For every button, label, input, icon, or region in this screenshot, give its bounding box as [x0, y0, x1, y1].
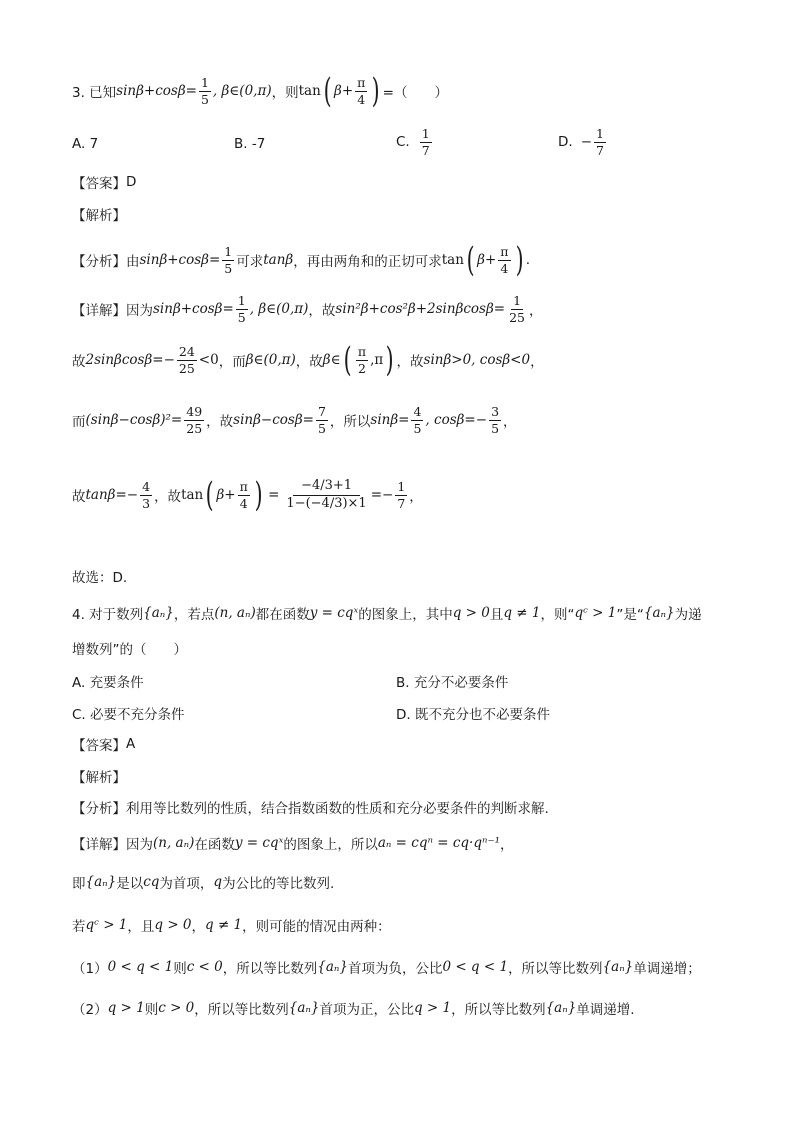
- q4-l1-j: q ≠ 1: [503, 605, 541, 621]
- q3-xj2-j: ,π: [370, 352, 384, 368]
- q3-fenxi-frac: [222, 244, 234, 276]
- q3-xj2-d: ，而: [218, 354, 246, 370]
- q3-conclusion: [72, 566, 127, 586]
- q3-detail-line-3: [72, 404, 517, 436]
- q3-pi-over-4: [355, 75, 367, 107]
- q3-fenxi-1: 由: [126, 254, 140, 270]
- q4-case2-f: {aₙ}: [288, 1000, 320, 1016]
- q4-l1-f: y = cqˣ: [309, 605, 359, 621]
- q4-case2-b: q > 1: [107, 1000, 145, 1016]
- q4-l1-k: ，则“: [540, 607, 575, 623]
- q3-xj4-four: 4: [239, 495, 248, 511]
- q3-xj3-frac4: [489, 404, 501, 436]
- q4-l1-h: q > 0: [452, 605, 490, 621]
- q3-fenxi-pi-over-4: [498, 244, 510, 276]
- q3-four: 4: [357, 91, 366, 107]
- q3-option-c-frac: [420, 126, 432, 158]
- q3-xj2-c: <0: [198, 352, 219, 368]
- q3-xj3-b: (sinβ−cosβ)²=: [85, 412, 183, 429]
- q4-xj1-a: 因为: [126, 837, 153, 853]
- q3-option-d-minus: −: [580, 134, 592, 151]
- q3-xj3-num2: 7: [317, 404, 326, 419]
- q4-case2-h: q > 1: [413, 1000, 452, 1016]
- q4-xj1-end: ，: [500, 837, 514, 853]
- q3-xj4-rparen: ): [254, 475, 263, 515]
- q4-xj2-e: 为首项，: [159, 876, 214, 892]
- q4-case2-g: 首项为正，公比: [319, 1002, 414, 1018]
- q3-xj4-den: 3: [142, 495, 151, 511]
- q3-xj4-num: 4: [142, 478, 151, 494]
- q4-case1-g: 首项为负，公比: [347, 961, 443, 977]
- q3-given-sum: sinβ+cosβ: [116, 83, 186, 99]
- q4-case1-e: ，所以等比数列: [222, 961, 318, 977]
- q4-option-a-text: A. 充要条件: [72, 675, 144, 691]
- q4-case2-j: {aₙ}: [545, 1000, 577, 1016]
- q4-xj1-e: 的图象上，所以: [283, 837, 378, 853]
- q3-xj1-e: sin²β+cos²β+2sinβcosβ=: [335, 301, 506, 318]
- q3-xj4-a: 故: [72, 489, 86, 505]
- q3-xj3-den: 25: [186, 420, 203, 436]
- q3-xj3-d: sinβ−cosβ=: [233, 412, 314, 429]
- q3-xj4-pi: π: [239, 478, 248, 494]
- q4-xj1-c: 在函数: [194, 837, 235, 853]
- q3-option-d-num: 1: [596, 126, 604, 141]
- q3-xj3-c: ，故: [206, 414, 234, 431]
- q3-fenxi-7: .: [525, 252, 531, 268]
- q4-xj2-c: 是以: [116, 876, 144, 892]
- q3-xj2-a: 故: [72, 354, 86, 370]
- q3-xj3-frac1: [184, 404, 204, 436]
- q3-xj4-beta-plus: β+: [216, 487, 236, 503]
- q3-xj4-lparen: (: [205, 475, 214, 515]
- q4-xj2-f: q: [213, 874, 223, 890]
- q3-xj2-b: 2sinβcosβ=−: [85, 352, 175, 368]
- q4-detail-line-2: [72, 872, 334, 892]
- q3-xj3-a: 而: [72, 414, 86, 431]
- q3-stem: [72, 71, 448, 111]
- q3-xj3-end: ，: [503, 414, 517, 431]
- q4-xj3-a: 若: [72, 919, 86, 935]
- q3-xj2-den: 25: [178, 360, 195, 376]
- q3-xj3-den2: 5: [317, 420, 326, 436]
- q4-analysis-tag: 【解析】: [72, 770, 126, 786]
- q3-xj4-frac1: [140, 479, 152, 511]
- q4-xj2-g: 为公比的等比数列.: [222, 876, 335, 892]
- q3-xj4-eq: =: [268, 487, 280, 503]
- q3-xj1-c: , β∈(0,π): [249, 301, 309, 318]
- q3-option-c-den: 7: [421, 142, 430, 158]
- q3-xj3-frac2: [316, 404, 328, 436]
- q3-xj4-end: ，: [409, 489, 423, 505]
- q3-xj2-g: β∈: [322, 352, 341, 368]
- q4-xiangjie-tag: 【详解】: [72, 837, 126, 853]
- q4-case1-j: {aₙ}: [602, 959, 634, 975]
- q4-xj3-e: ，: [191, 919, 206, 935]
- q3-xj4-top: −4/3+1: [293, 478, 360, 495]
- q3-beta-plus: β+: [334, 83, 354, 99]
- q3-xj1-num: 1: [513, 293, 522, 308]
- q4-option-d: [396, 703, 550, 723]
- q4-xj3-g: ，则可能的情况由两种：: [242, 919, 391, 935]
- q3-pi: π: [357, 74, 366, 90]
- q4-l1-o: 为递: [674, 607, 702, 623]
- q3-xj2-num: 24: [178, 343, 195, 359]
- q3-xj2-k: ，故: [396, 354, 424, 370]
- q4-xj3-f: q ≠ 1: [205, 917, 243, 933]
- q3-xj4-complex-frac: [284, 478, 368, 512]
- q4-option-b-text: B. 充分不必要条件: [396, 675, 509, 691]
- q4-case1-d: c < 0: [186, 959, 223, 975]
- q4-fenxi: [72, 797, 549, 817]
- q4-detail-line-1: [72, 833, 514, 853]
- q3-fenxi-frac-den: 5: [224, 260, 233, 276]
- q3-fraction: [199, 75, 211, 107]
- q3-option-a: [72, 136, 98, 152]
- q3-xj2-rparen: ): [385, 340, 394, 380]
- q3-frac-num: 1: [200, 74, 209, 90]
- q4-fenxi-tag: 【分析】: [72, 801, 126, 817]
- q4-option-c: [72, 703, 185, 723]
- q3-detail-line-2: [72, 340, 544, 380]
- q4-case1-a: （1）: [72, 961, 108, 977]
- q3-answer-tag: 【答案】: [72, 176, 126, 192]
- q4-l1-c: ，若点: [173, 607, 215, 623]
- q3-option-c-label: C.: [396, 134, 410, 151]
- q3-tan: tan: [298, 83, 321, 99]
- q4-case1-k: 单调递增；: [633, 961, 701, 977]
- q4-stem-line-2: [72, 638, 187, 658]
- q3-fenxi-beta-plus: β+: [477, 252, 497, 268]
- q4-answer: [72, 734, 135, 754]
- q3-xj2-end: ，: [530, 354, 544, 370]
- q4-l1-d: (n, aₙ): [214, 605, 256, 621]
- q4-xj1-b: (n, aₙ): [153, 835, 195, 851]
- q3-analysis-tag: 【解析】: [72, 208, 126, 224]
- q3-xj4-tan: tan: [181, 487, 204, 503]
- q3-fenxi-pi: π: [500, 243, 509, 259]
- q3-domain: , β∈(0,π): [212, 83, 272, 99]
- q3-xj1-a: 因为: [126, 303, 153, 320]
- q4-l1-l: qᶜ > 1: [574, 605, 617, 621]
- q3-xj4-d: =−: [370, 487, 394, 503]
- q3-xj3-num: 49: [186, 404, 203, 419]
- q3-detail-line-1: [72, 293, 543, 325]
- q4-case1-f: {aₙ}: [317, 959, 348, 975]
- q3-xj4-pi-over-4: [238, 479, 250, 511]
- q4-xj1-f: aₙ = cqⁿ = cq·qⁿ⁻¹: [377, 835, 500, 851]
- q3-fenxi-4: tanβ: [263, 252, 294, 268]
- q3-fenxi: [72, 240, 531, 280]
- q3-then: ，则: [271, 85, 299, 101]
- q4-case2-i: ，所以等比数列: [451, 1002, 546, 1018]
- q4-case1-c: 则: [173, 961, 187, 977]
- q4-l2: 增数列”的（ ）: [72, 642, 187, 658]
- q3-xj2-i: 2: [358, 360, 366, 376]
- q3-xj2-pi-over-2: [356, 344, 368, 376]
- q3-answer: [72, 172, 136, 192]
- q4-option-a: [72, 671, 144, 691]
- q3-blank: =（ ）: [382, 85, 448, 101]
- q3-xj2-lparen: (: [343, 340, 352, 380]
- q3-xj1-den: 25: [509, 309, 526, 325]
- q4-l1-i: 且: [489, 607, 504, 623]
- q4-xj1-d: y = cqˣ: [234, 835, 284, 851]
- q4-case2-k: 单调递增.: [576, 1002, 635, 1018]
- q3-xj1-end: ，: [529, 303, 543, 320]
- q3-xj1-frac2: [507, 293, 527, 325]
- q3-eq: =: [185, 83, 197, 99]
- q3-conclusion-text: 故选：D.: [72, 570, 128, 586]
- q4-case-2: [72, 998, 635, 1018]
- q4-l1-e: 都在函数: [255, 607, 310, 623]
- q4-xj2-a: 即: [72, 876, 86, 892]
- q3-number: 3. 已知: [72, 85, 117, 101]
- q3-xj2-f: ，故: [295, 354, 323, 370]
- q3-xj3-f: sinβ=: [370, 412, 410, 429]
- q3-xj3-frac3: [411, 404, 423, 436]
- q4-case2-c: 则: [144, 1002, 159, 1018]
- q4-option-c-text: C. 必要不充分条件: [72, 707, 185, 723]
- q4-xj2-b: {aₙ}: [85, 874, 117, 890]
- q4-l1-b: {aₙ}: [143, 605, 174, 621]
- q3-analysis-heading: [72, 204, 126, 224]
- q4-xj2-d: cq: [143, 874, 160, 890]
- q4-analysis-heading: [72, 766, 126, 786]
- q3-option-c: [396, 126, 434, 158]
- q3-xj4-c: ，故: [154, 489, 182, 505]
- q3-xiangjie-tag: 【详解】: [72, 303, 126, 320]
- q3-fenxi-tag: 【分析】: [72, 254, 126, 270]
- q3-option-d: [558, 126, 608, 158]
- q4-fenxi-text: 利用等比数列的性质，结合指数函数的性质和充分必要条件的判断求解.: [126, 801, 549, 817]
- q3-xj1-b: sinβ+cosβ=: [153, 301, 234, 318]
- q4-detail-line-3: [72, 915, 391, 935]
- q3-lparen: (: [323, 71, 332, 111]
- q3-xj3-num4: 3: [491, 404, 500, 419]
- q3-xj1-d: ，故: [308, 303, 336, 320]
- q3-xj4-den2: 7: [397, 495, 406, 511]
- q3-rparen: ): [372, 71, 380, 111]
- q3-xj3-g: , cosβ=−: [425, 412, 488, 429]
- q3-xj3-e: ，所以: [329, 414, 371, 431]
- q3-xj4-bot: 1−(−4/3)×1: [286, 495, 367, 511]
- q3-option-c-num: 1: [421, 126, 430, 141]
- q3-xj2-frac: [177, 344, 197, 376]
- q3-fenxi-four: 4: [500, 260, 509, 276]
- q3-xj4-b: tanβ=−: [85, 487, 139, 503]
- q3-fenxi-lparen: (: [466, 240, 475, 280]
- q3-xj2-e: β∈(0,π): [245, 352, 296, 368]
- q3-answer-value: D: [126, 174, 137, 190]
- q3-xj4-frac2: [395, 479, 407, 511]
- q4-l1-g: 的图象上，其中: [358, 607, 453, 623]
- q3-xj2-l: sinβ>0, cosβ<0: [423, 352, 531, 368]
- q4-xj3-d: q > 0: [154, 917, 192, 933]
- q3-xj1-frac-num: 1: [237, 293, 246, 308]
- q4-option-b: [396, 671, 508, 691]
- q4-case1-h: 0 < q < 1: [442, 959, 509, 975]
- q3-detail-line-4: [72, 475, 423, 515]
- q4-case2-d: c > 0: [158, 1000, 195, 1016]
- q4-case1-b: 0 < q < 1: [107, 959, 174, 975]
- q3-option-b-text: B. -7: [234, 136, 266, 152]
- q3-option-d-frac: [594, 126, 606, 158]
- q3-fenxi-6: tan: [441, 252, 464, 268]
- q3-xj4-num2: 1: [397, 478, 406, 494]
- q4-l1-n: {aₙ}: [643, 605, 675, 621]
- q3-fenxi-rparen: ): [515, 240, 524, 280]
- q4-answer-value: A: [126, 736, 136, 752]
- q3-xj2-h: π: [357, 343, 367, 359]
- q3-option-b: [234, 136, 265, 152]
- q4-l1-a: 4. 对于数列: [72, 607, 144, 623]
- q3-frac-den: 5: [200, 91, 209, 107]
- q4-case-1: [72, 957, 701, 977]
- q3-xj3-num3: 4: [413, 404, 422, 419]
- q4-stem-line-1: [72, 603, 702, 623]
- q3-xj3-den3: 5: [413, 420, 422, 436]
- q4-l1-m: ”是“: [616, 607, 644, 623]
- q4-xj3-b: qᶜ > 1: [85, 917, 128, 933]
- q3-option-d-label: D.: [558, 134, 573, 151]
- q4-case1-i: ，所以等比数列: [508, 961, 603, 977]
- q3-fenxi-2: sinβ+cosβ=: [139, 252, 221, 268]
- q3-xj1-frac-den: 5: [237, 309, 246, 325]
- q4-xj3-c: ，且: [127, 919, 155, 935]
- q3-xj3-den4: 5: [491, 420, 500, 436]
- q4-case2-e: ，所以等比数列: [194, 1002, 289, 1018]
- q3-fenxi-5: ，再由两角和的正切可求: [293, 254, 442, 270]
- q3-option-d-den: 7: [596, 142, 604, 158]
- q3-fenxi-3: 可求: [236, 254, 264, 270]
- q4-case2-a: （2）: [72, 1002, 108, 1018]
- q3-fenxi-frac-num: 1: [224, 243, 233, 259]
- q3-option-a-text: A. 7: [72, 136, 99, 152]
- q4-option-d-text: D. 既不充分也不必要条件: [396, 707, 550, 723]
- q4-answer-tag: 【答案】: [72, 738, 126, 754]
- q3-xj1-frac: [236, 293, 248, 325]
